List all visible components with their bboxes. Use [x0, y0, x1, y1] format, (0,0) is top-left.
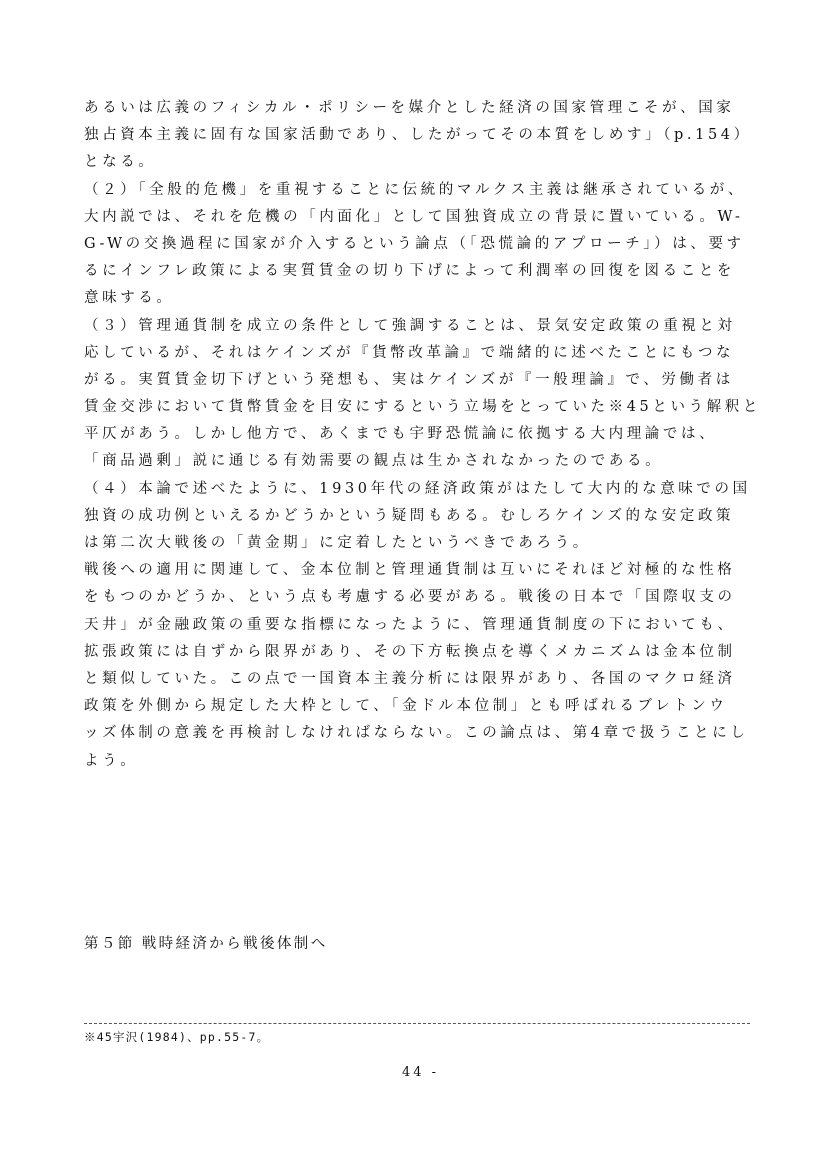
- text-line: るにインフレ政策による実質賃金の切り下げによって利潤率の回復を図ることを: [84, 263, 736, 280]
- text-line: 天井」が金融政策の重要な指標になったように、管理通貨制度の下においても、: [84, 616, 736, 633]
- text-line: 独資の成功例といえるかどうかという疑問もある。むしろケインズ的な安定政策: [84, 507, 735, 524]
- text-line: となる。: [84, 154, 157, 171]
- text-line: ッズ体制の意義を再検討しなければならない。この論点は、第4章で扱うことにし: [84, 725, 749, 742]
- text-line: （３）管理通貨制を成立の条件として強調することは、景気安定政策の重視と対: [84, 317, 736, 334]
- text-line: 「商品過剰」説に通じる有効需要の観点は生かされなかったのである。: [84, 453, 664, 470]
- text-line: 大内説では、それを危機の「内面化」として国独資成立の背景に置いている。W-: [84, 208, 744, 225]
- text-line: （４）本論で述べたように、1930年代の経済政策がはたして大内的な意味での国: [84, 480, 751, 497]
- text-line: をもつのかどうか、という点も考慮する必要がある。戦後の日本で「国際収支の: [84, 589, 736, 606]
- footnote: ※45宇沢(1984)、pp.55-7。: [84, 1030, 270, 1044]
- page-number: 44 -: [402, 1065, 440, 1080]
- text-line: あるいは広義のフィシカル・ポリシーを媒介とした経済の国家管理こそが、国家: [84, 100, 735, 116]
- text-line: 独占資本主義に固有な国家活動であり、したがってその本質をしめす」（p.154）: [84, 127, 752, 144]
- text-line: 賃金交渉において貨幣賃金を目安にするという立場をとっていた※45という解釈と: [84, 399, 761, 416]
- text-line: 政策を外側から規定した大枠として、「金ドル本位制」とも呼ばれるブレトンウ: [84, 698, 728, 715]
- text-line: （２）「全般的危機」を重視することに伝統的マルクス主義は継承されているが、: [84, 181, 747, 198]
- text-line: 戦後への適用に関連して、金本位制と管理通貨制は互いにそれほど対極的な性格: [84, 562, 736, 579]
- text-line: 応しているが、それはケインズが『貨幣改革論』で端緒的に述べたことにもつな: [84, 344, 735, 361]
- text-line: 平仄があう。しかし他方で、あくまでも宇野恐慌論に依拠する大内理論では、: [84, 426, 718, 443]
- section-heading: 第５節 戦時経済から戦後体制へ: [84, 936, 328, 952]
- footnote-divider: [84, 1023, 750, 1024]
- text-line: よう。: [84, 752, 139, 769]
- text-line: G-Wの交換過程に国家が介入するという論点（「恐慌論的アプローチ」）は、要す: [84, 235, 745, 252]
- text-line: と類似していた。この点で一国資本主義分析には限界があり、各国のマクロ経済: [84, 670, 736, 687]
- body-text: [84, 95, 764, 775]
- text-line: 意味する。: [84, 290, 175, 307]
- text-line: は第二次大戦後の「黄金期」に定着したというべきであろう。: [84, 535, 591, 551]
- text-line: 拡張政策には自ずから限界があり、その下方転換点を導くメカニズムは金本位制: [84, 643, 736, 660]
- text-line: がる。実質賃金切下げという発想も、実はケインズが『一般理論』で、労働者は: [84, 371, 734, 388]
